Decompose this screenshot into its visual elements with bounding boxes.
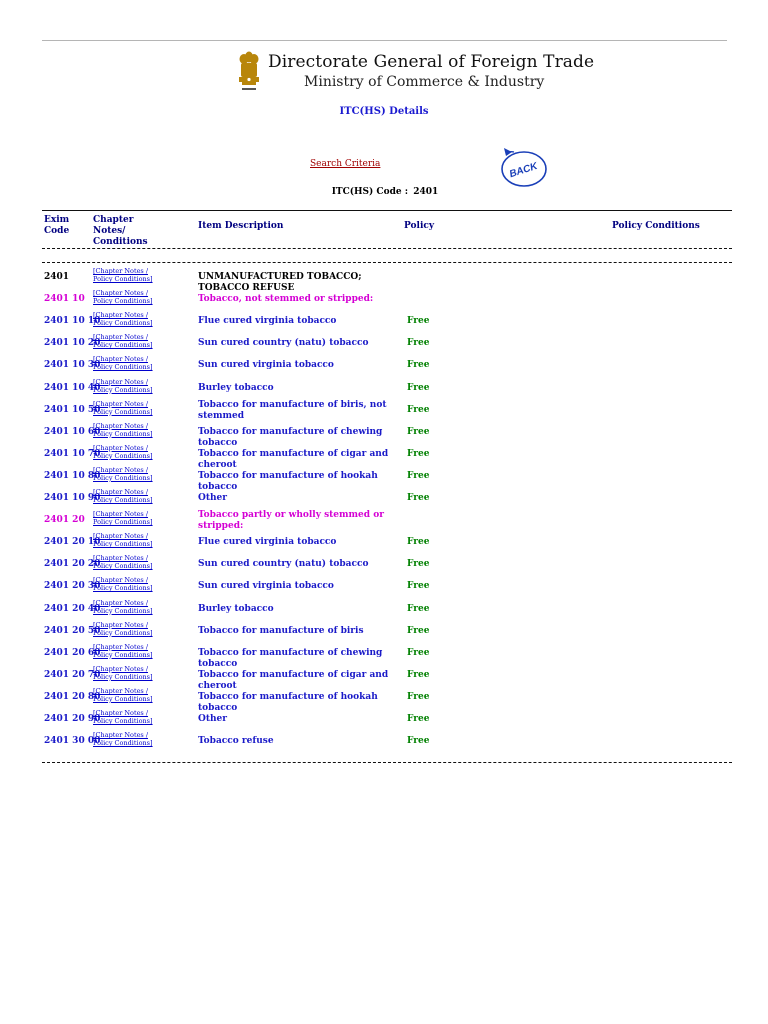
- chapter-notes-link-line1[interactable]: [Chapter Notes /: [93, 532, 149, 541]
- item-description: Tobacco, not stemmed or stripped:: [198, 294, 374, 305]
- chapter-notes-link[interactable]: [93, 709, 153, 725]
- chapter-notes-link-line2[interactable]: Policy Conditions]: [93, 694, 153, 703]
- item-description: Tobacco for manufacture of cigar and cheroot: [198, 669, 389, 691]
- table-row: [0, 532, 768, 554]
- table-row: [0, 400, 768, 422]
- chapter-notes-link-line2[interactable]: Policy Conditions]: [93, 562, 153, 571]
- table-row: [0, 576, 768, 598]
- table-row: [0, 267, 768, 293]
- chapter-notes-link-line2[interactable]: Policy Conditions]: [93, 385, 153, 394]
- table-row: [0, 554, 768, 576]
- chapter-notes-link-line1[interactable]: [Chapter Notes /: [93, 377, 149, 386]
- policy-value: Free: [407, 316, 430, 327]
- itc-code-value: 2401: [413, 187, 439, 197]
- chapter-notes-link-line2[interactable]: Policy Conditions]: [93, 319, 153, 328]
- policy-value: Free: [407, 426, 430, 437]
- chapter-notes-link-line1[interactable]: [Chapter Notes /: [93, 465, 149, 474]
- policy-value: Free: [407, 625, 430, 636]
- exim-code: 2401 10 10: [44, 316, 101, 327]
- item-description: Burley tobacco: [198, 603, 274, 614]
- chapter-notes-link[interactable]: [93, 444, 153, 460]
- chapter-notes-link-line2[interactable]: Policy Conditions]: [93, 297, 153, 306]
- chapter-notes-link-line2[interactable]: Policy Conditions]: [93, 518, 153, 527]
- chapter-notes-link[interactable]: [93, 621, 153, 637]
- top-divider: [42, 40, 727, 41]
- site-header: [236, 50, 595, 96]
- org-name: Directorate General of Foreign Trade: [268, 52, 595, 72]
- chapter-notes-link-line1[interactable]: [Chapter Notes /: [93, 664, 149, 673]
- exim-code: 2401 20 70: [44, 669, 101, 680]
- item-description: UNMANUFACTURED TOBACCO; TOBACCO REFUSE: [198, 272, 362, 293]
- chapter-notes-link[interactable]: [93, 510, 153, 526]
- chapter-notes-link[interactable]: [93, 422, 153, 438]
- chapter-notes-link-line1[interactable]: [Chapter Notes /: [93, 554, 149, 563]
- chapter-notes-link-line1[interactable]: [Chapter Notes /: [93, 399, 149, 408]
- chapter-notes-link[interactable]: [93, 289, 153, 305]
- itc-code-label: ITC(HS) Code :: [331, 187, 409, 197]
- chapter-notes-link-line2[interactable]: Policy Conditions]: [93, 717, 153, 725]
- item-description: Tobacco for manufacture of biris, not stemmed: [198, 399, 387, 421]
- chapter-notes-link[interactable]: [93, 333, 153, 349]
- table-top-rule: [42, 210, 732, 211]
- exim-code: 2401 20 40: [44, 603, 101, 614]
- item-description: Sun cured country (natu) tobacco: [198, 559, 369, 570]
- table-row: [0, 421, 768, 448]
- item-description: Tobacco for manufacture of hookah tobacco: [198, 691, 378, 713]
- exim-code: 2401 10 50: [44, 404, 101, 415]
- chapter-notes-link[interactable]: [93, 466, 153, 482]
- item-description: Tobacco for manufacture of hookah tobacco: [198, 470, 378, 492]
- policy-value: Free: [407, 360, 430, 371]
- chapter-notes-link-line1[interactable]: [Chapter Notes /: [93, 510, 149, 519]
- policy-value: Free: [407, 493, 430, 503]
- policy-value: Free: [407, 404, 430, 415]
- table-row: [0, 378, 768, 400]
- exim-code: 2401 20 60: [44, 647, 101, 658]
- table-row: [0, 731, 768, 753]
- chapter-notes-link-line1[interactable]: [Chapter Notes /: [93, 267, 149, 275]
- policy-value: Free: [407, 669, 430, 680]
- chapter-notes-link-line2[interactable]: Policy Conditions]: [93, 451, 153, 460]
- policy-value: Free: [407, 537, 430, 548]
- policy-value: Free: [407, 647, 430, 658]
- exim-code: 2401 20 30: [44, 581, 101, 592]
- exim-code: 2401 20 10: [44, 537, 101, 548]
- chapter-notes-link[interactable]: [93, 554, 153, 570]
- exim-code: 2401 20 80: [44, 691, 101, 702]
- chapter-notes-link-line1[interactable]: [Chapter Notes /: [93, 443, 149, 452]
- table-row: [0, 510, 768, 532]
- policy-value: Free: [407, 581, 430, 592]
- chapter-notes-link-line1[interactable]: [Chapter Notes /: [93, 333, 149, 342]
- chapter-notes-link-line2[interactable]: Policy Conditions]: [93, 739, 153, 748]
- policy-value: Free: [407, 338, 430, 349]
- body-top-rule: [42, 262, 732, 263]
- exim-code: 2401: [44, 272, 70, 282]
- exim-code: 2401 20 50: [44, 625, 101, 636]
- chapter-notes-link-line1[interactable]: [Chapter Notes /: [93, 289, 149, 298]
- chapter-notes-link-line2[interactable]: Policy Conditions]: [93, 672, 153, 681]
- search-criteria-link[interactable]: Search Criteria: [310, 159, 381, 169]
- exim-code: 2401 20: [44, 515, 85, 526]
- chapter-notes-link[interactable]: [93, 643, 153, 659]
- table-row: [0, 686, 768, 713]
- exim-code: 2401 30 00: [44, 736, 101, 747]
- page-title: ITC(HS) Details: [339, 106, 429, 117]
- exim-code: 2401 10 60: [44, 426, 101, 437]
- chapter-notes-link-line1[interactable]: [Chapter Notes /: [93, 620, 149, 629]
- chapter-notes-link-line1[interactable]: [Chapter Notes /: [93, 731, 149, 740]
- item-description: Other: [198, 493, 228, 503]
- chapter-notes-link-line2[interactable]: Policy Conditions]: [93, 473, 153, 482]
- table-row: [0, 333, 768, 355]
- item-description: Tobacco for manufacture of cigar and cheroot: [198, 448, 389, 470]
- chapter-notes-link-line2[interactable]: Policy Conditions]: [93, 496, 153, 504]
- chapter-notes-link[interactable]: [93, 665, 153, 681]
- chapter-notes-link[interactable]: [93, 532, 153, 548]
- table-row: [0, 664, 768, 691]
- exim-code: 2401 10 20: [44, 338, 101, 349]
- back-label: BACK: [508, 160, 539, 181]
- chapter-notes-link-line2[interactable]: Policy Conditions]: [93, 606, 153, 615]
- header-bottom-rule: [42, 248, 732, 249]
- chapter-notes-link[interactable]: [93, 687, 153, 703]
- chapter-notes-link-line2[interactable]: Policy Conditions]: [93, 429, 153, 438]
- policy-value: Free: [407, 448, 430, 459]
- policy-value: Free: [407, 470, 430, 481]
- exim-code: 2401 10 40: [44, 382, 101, 393]
- chapter-notes-link-line1[interactable]: [Chapter Notes /: [93, 598, 149, 607]
- table-row: [0, 443, 768, 470]
- col-header-exim: Exim Code: [44, 215, 70, 236]
- table-row: [0, 465, 768, 492]
- item-description: Tobacco for manufacture of biris: [198, 625, 364, 636]
- chapter-notes-link[interactable]: [93, 400, 153, 416]
- exim-code: 2401 10 80: [44, 470, 101, 481]
- chapter-notes-link-line1[interactable]: [Chapter Notes /: [93, 355, 149, 364]
- chapter-notes-link-line1[interactable]: [Chapter Notes /: [93, 311, 149, 320]
- table-bottom-rule: [42, 762, 732, 763]
- table-row: [0, 642, 768, 669]
- col-header-policy: Policy: [404, 221, 435, 231]
- exim-code: 2401 10 70: [44, 448, 101, 459]
- back-button[interactable]: [498, 144, 550, 190]
- chapter-notes-link-line1[interactable]: [Chapter Notes /: [93, 709, 149, 717]
- exim-code: 2401 10 30: [44, 360, 101, 371]
- chapter-notes-link[interactable]: [93, 355, 153, 371]
- item-description: Tobacco partly or wholly stemmed or stripped:: [198, 510, 384, 532]
- table-row: [0, 709, 768, 731]
- exim-code: 2401 10: [44, 294, 85, 305]
- chapter-notes-link[interactable]: [93, 731, 153, 747]
- item-description: Sun cured country (natu) tobacco: [198, 338, 369, 349]
- chapter-notes-link-line2[interactable]: Policy Conditions]: [93, 407, 153, 416]
- itc-code-line: [0, 187, 768, 197]
- item-description: Tobacco refuse: [198, 736, 274, 747]
- item-description: Sun cured virginia tobacco: [198, 581, 334, 592]
- table-row: [0, 488, 768, 510]
- table-row: [0, 289, 768, 311]
- chapter-notes-link-line1[interactable]: [Chapter Notes /: [93, 488, 149, 496]
- chapter-notes-link[interactable]: [93, 599, 153, 615]
- table-row: [0, 621, 768, 643]
- policy-value: Free: [407, 714, 430, 724]
- exim-code: 2401 20 20: [44, 559, 101, 570]
- chapter-notes-link-line1[interactable]: [Chapter Notes /: [93, 642, 149, 651]
- col-header-desc: Item Description: [198, 221, 284, 231]
- ministry-name: Ministry of Commerce & Industry: [304, 74, 545, 90]
- policy-value: Free: [407, 691, 430, 702]
- col-header-conditions: Policy Conditions: [612, 221, 700, 231]
- chapter-notes-link-line1[interactable]: [Chapter Notes /: [93, 421, 149, 430]
- item-description: Tobacco for manufacture of chewing tobacco: [198, 647, 383, 669]
- exim-code: 2401 20 90: [44, 714, 101, 724]
- table-row: [0, 355, 768, 377]
- item-description: Burley tobacco: [198, 382, 274, 393]
- table-row: [0, 311, 768, 333]
- policy-value: Free: [407, 382, 430, 393]
- chapter-notes-link-line1[interactable]: [Chapter Notes /: [93, 686, 149, 695]
- exim-code: 2401 10 90: [44, 493, 101, 503]
- chapter-notes-link-line2[interactable]: Policy Conditions]: [93, 628, 153, 637]
- policy-value: Free: [407, 559, 430, 570]
- item-description: Other: [198, 714, 228, 724]
- policy-value: Free: [407, 736, 430, 747]
- chapter-notes-link-line2[interactable]: Policy Conditions]: [93, 650, 153, 659]
- chapter-notes-link[interactable]: [93, 378, 153, 394]
- item-description: Sun cured virginia tobacco: [198, 360, 334, 371]
- table-row: [0, 599, 768, 621]
- national-emblem-icon: [236, 50, 262, 94]
- item-description: Flue cured virginia tobacco: [198, 537, 337, 548]
- chapter-notes-link-line2[interactable]: Policy Conditions]: [93, 275, 153, 283]
- chapter-notes-link[interactable]: [93, 267, 153, 283]
- chapter-notes-link-line2[interactable]: Policy Conditions]: [93, 363, 153, 372]
- item-description: Flue cured virginia tobacco: [198, 316, 337, 327]
- chapter-notes-link[interactable]: [93, 311, 153, 327]
- chapter-notes-link-line2[interactable]: Policy Conditions]: [93, 540, 153, 549]
- policy-value: Free: [407, 603, 430, 614]
- chapter-notes-link-line2[interactable]: Policy Conditions]: [93, 584, 153, 593]
- chapter-notes-link-line1[interactable]: [Chapter Notes /: [93, 576, 149, 585]
- item-description: Tobacco for manufacture of chewing tobacco: [198, 426, 383, 448]
- chapter-notes-link[interactable]: [93, 488, 153, 504]
- col-header-notes: Chapter Notes/ Conditions: [93, 215, 148, 247]
- chapter-notes-link[interactable]: [93, 576, 153, 592]
- chapter-notes-link-line2[interactable]: Policy Conditions]: [93, 341, 153, 350]
